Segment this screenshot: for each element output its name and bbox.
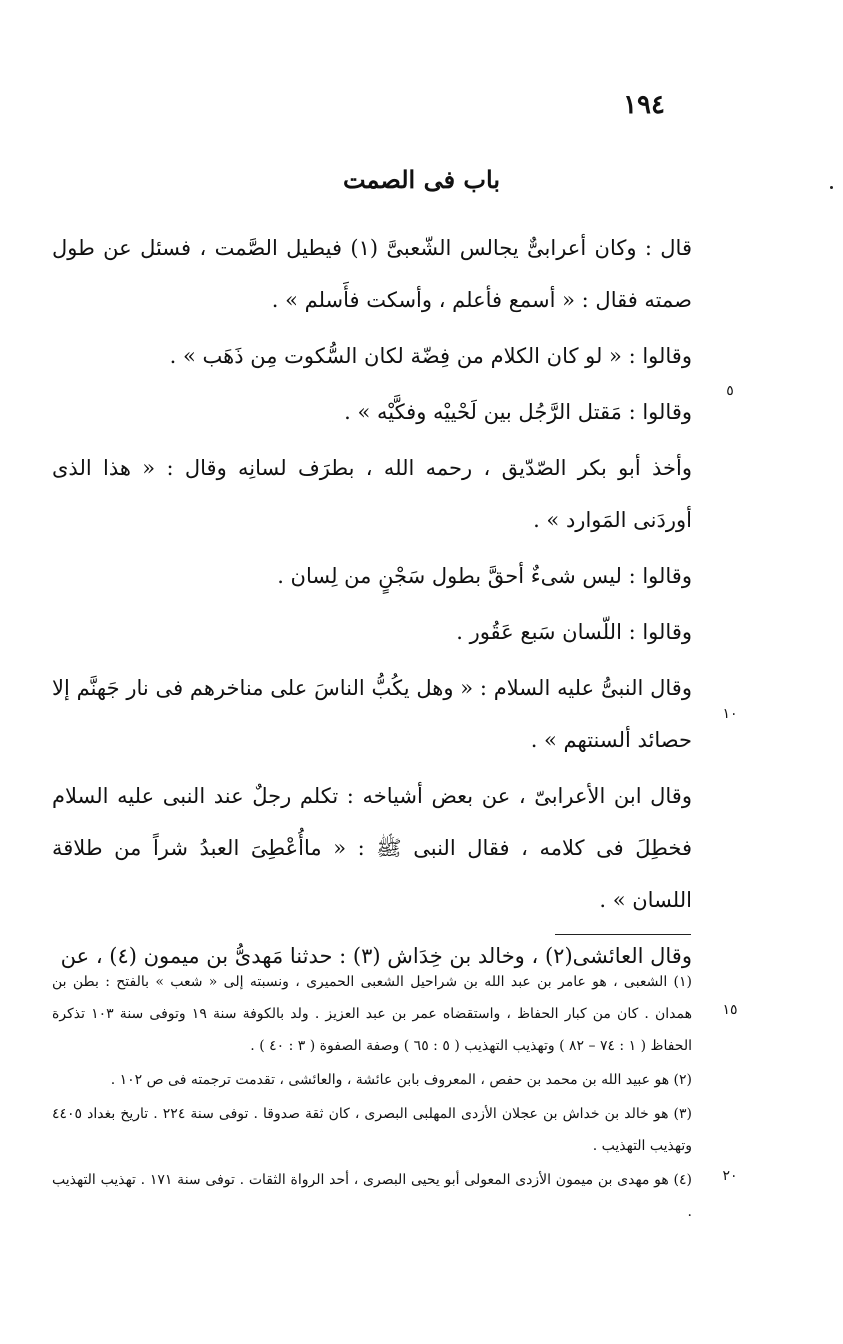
footnote-1: (١) الشعبى ، هو عامر بن عبد الله بن شراحيل الشعبى الحميرى ، ونسبته إلى « شعب » بالفتح : بطن بن همدان . كان من كبار الحفاظ ، واستقضاه عمر بن عبد العزيز . ولد بالكوفة سنة ١٩ وتوفى سنة ١٠٣ تذكرة الحفاظ ( ١ : ٧٤ – ٨٢ ) وتهذيب التهذيب ( ٥ : ٦٥ ) وصفة الصفوة ( ٣ : ٤٠ ) . bbox=[52, 974, 692, 1054]
paragraph-9: وقال العائشى(٢) ، وخالد بن خِدَاش (٣) : حدثنا مَهدىُّ بن ميمون (٤) ، عن bbox=[60, 944, 692, 968]
paragraph-3: وقالوا : مَقتل الرَّجُل بين لَحْييْه وفكَّيْه » . bbox=[344, 400, 692, 424]
paragraph-8: وقال ابن الأعرابىّ ، عن بعض أشياخه : تكلم رجلٌ عند النبى عليه السلام فخطِلَ فى كلامه ، فقال النبى ﷺ : « ماأُعْطِىَ العبدُ شراً من طلاقة اللسان » . bbox=[52, 784, 692, 912]
paragraph-7: وقال النبىُّ عليه السلام : « وهل يكُبُّ الناسَ على مناخرهم فى نار جَهنَّم إلا حصائد ألسنتهم » . bbox=[52, 676, 692, 752]
footnote-divider bbox=[555, 934, 691, 935]
paragraph-6: وقالوا : اللّسان سَبع عَقُور . bbox=[456, 620, 692, 644]
line-number-5: ٥ bbox=[726, 383, 734, 399]
paragraph-1: قال : وكان أعرابىٌّ يجالس الشّعبىَّ (١) فيطيل الصَّمت ، فسئل عن طول صمته فقال : « أسمع فأعلم ، وأسكت فأَسلم » . bbox=[52, 236, 692, 312]
line-number-15: ١٥ bbox=[722, 1002, 738, 1018]
footnote-3: (٣) هو خالد بن خداش بن عجلان الأزدى المهلبى البصرى ، كان ثقة صدوقا . توفى سنة ٢٢٤ . تاريخ بغداد ٤٤٠٥ وتهذيب التهذيب . bbox=[52, 1106, 693, 1154]
line-number-10: ١٠ bbox=[722, 706, 738, 722]
line-number-20: ٢٠ bbox=[722, 1168, 738, 1184]
footnote-2: (٢) هو عبيد الله بن محمد بن حفص ، المعروف بابن عائشة ، والعائشى ، تقدمت ترجمته فى ص ١٠٢ . bbox=[110, 1072, 692, 1088]
footnotes bbox=[52, 966, 692, 1230]
paragraph-2: وقالوا : « لو كان الكلام من فِضّة لكان السُّكوت مِن ذَهَب » . bbox=[169, 344, 692, 368]
paragraph-4: وأخذ أبو بكر الصّدّيق ، رحمه الله ، بطرَف لسانِه وقال : « هذا الذى أوردَنى المَوارد » . bbox=[52, 456, 692, 532]
footnote-4: (٤) هو مهدى بن ميمون الأزدى المعولى أبو يحيى البصرى ، أحد الرواة الثقات . توفى سنة ١٧١ . تهذيب التهذيب . bbox=[52, 1172, 693, 1220]
main-text bbox=[52, 222, 692, 982]
paragraph-5: وقالوا : ليس شىءٌ أحقَّ بطول سَجْنٍ من لِسان . bbox=[277, 564, 692, 588]
page-number: ١٩٤ bbox=[623, 90, 665, 120]
chapter-title: باب فى الصمت bbox=[342, 165, 500, 194]
